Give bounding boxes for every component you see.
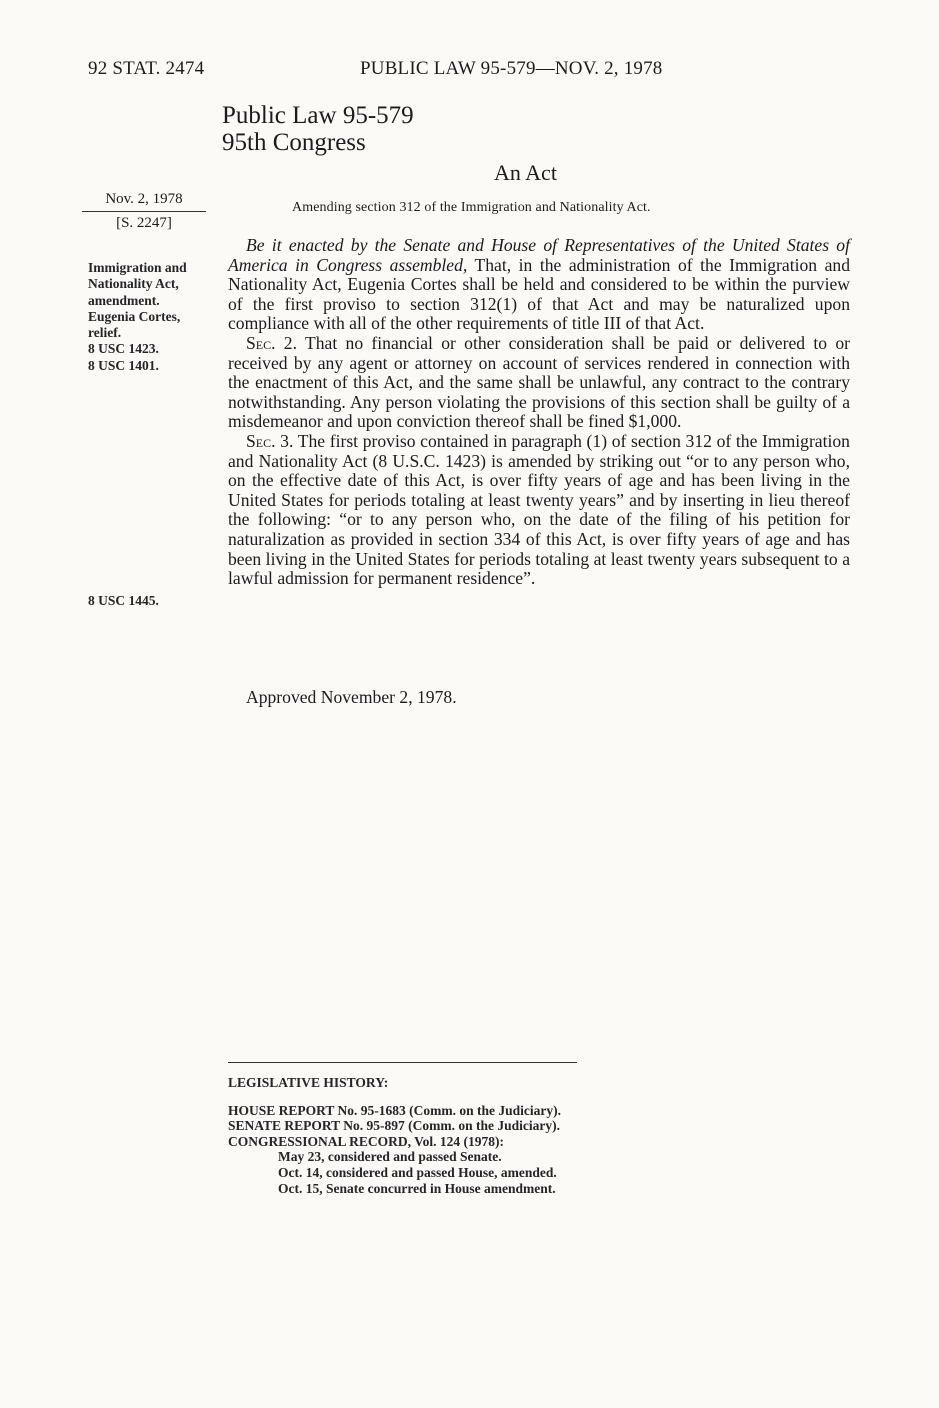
stat-page-number: 92 STAT. 2474 — [88, 58, 205, 79]
record-entry: Oct. 15, Senate concurred in House amendment. — [278, 1180, 556, 1196]
section-label: Sec. 3. — [246, 430, 294, 451]
act-purpose: Amending section 312 of the Immigration and Nationality Act. — [292, 200, 651, 215]
margin-note-usc-1445: 8 USC 1445. — [88, 593, 159, 608]
enacting-clause: Be it enacted by the Senate and House of Representatives of the United States of America in Congress assembled, — [228, 235, 850, 275]
history-report: CONGRESSIONAL RECORD, Vol. 124 (1978): — [228, 1133, 505, 1149]
section-text: The first proviso contained in paragraph (1) of section 312 of the Immigration and Nationality Act (8 U.S.C. 1423) is amended by striking out “or to any person who, on the effective date of this Act, is over fifty years of age and has been living in the United States for periods totaling at least twenty years” and by inserting in lieu thereof the following: “or to any person who, on the date of the filing of his petition for naturalization as provided in section 334 of this Act, is over fifty years of age and has been living in the United States for periods totaling at least twenty years subsequent to a lawful admission for permanent residence”. — [228, 430, 850, 589]
date-block — [82, 189, 206, 234]
margin-note: Immigration and — [88, 260, 187, 275]
margin-note: 8 USC 1423. — [88, 341, 159, 357]
date-divider — [82, 211, 206, 212]
running-header: PUBLIC LAW 95-579—NOV. 2, 1978 — [360, 58, 663, 79]
section-3 — [228, 432, 850, 589]
section-text: That no financial or other consideration shall be paid or delivered to or received by any agent or attorney on account of services rendered in connection with the enactment of this Act, and the same shall be unlawful, any contract to the contrary notwithstanding. Any person violating the provisions of this section shall be guilty of a misdemeanor and upon conviction thereof shall be fined $1,000. — [228, 332, 850, 432]
section-label: Sec. 2. — [246, 332, 298, 353]
act-body — [228, 236, 850, 589]
margin-note: amendment. — [88, 292, 160, 308]
margin-note: relief. — [88, 325, 122, 341]
law-title — [222, 102, 414, 156]
congress-label: 95th Congress — [222, 129, 366, 156]
enacting-text: That, in the administration of the Immigration and Nationality Act, Eugenia Cortes shall be held and considered to be within the purview of the first proviso to section 312(1) of that Act and may be naturalized upon compliance with all of the other requirements of title III of that Act. — [228, 254, 850, 334]
enactment-date: Nov. 2, 1978 — [105, 191, 183, 207]
record-entry: May 23, considered and passed Senate. — [278, 1149, 502, 1165]
history-report: SENATE REPORT No. 95-897 (Comm. on the Judiciary). — [228, 1118, 561, 1134]
law-number: Public Law 95-579 — [222, 102, 414, 129]
legislative-history — [228, 1075, 561, 1196]
margin-note: Nationality Act, — [88, 276, 179, 292]
bill-number: [S. 2247] — [116, 215, 172, 231]
history-title: LEGISLATIVE HISTORY: — [228, 1075, 389, 1090]
margin-notes — [88, 260, 187, 374]
record-entry: Oct. 14, considered and passed House, amended. — [278, 1164, 557, 1180]
history-report: HOUSE REPORT No. 95-1683 (Comm. on the Judiciary). — [228, 1102, 562, 1118]
margin-note: Eugenia Cortes, — [88, 308, 181, 324]
margin-note: 8 USC 1401. — [88, 357, 159, 373]
history-divider — [228, 1062, 577, 1063]
enacting-paragraph — [228, 236, 850, 334]
section-2 — [228, 334, 850, 432]
approval-date: Approved November 2, 1978. — [246, 687, 457, 707]
act-label: An Act — [494, 160, 557, 185]
